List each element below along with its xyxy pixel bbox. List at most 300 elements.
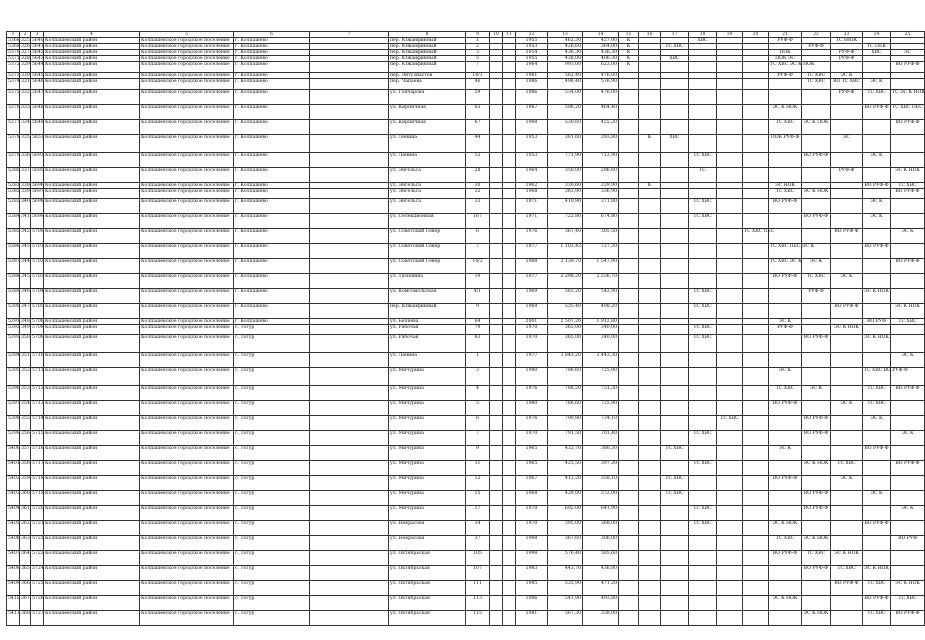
table-row [7,431,925,446]
table-cell: ТС НЮК [831,38,863,44]
table-cell [310,386,389,401]
table-cell [717,401,743,416]
table-cell: ВО РУФ-Ф [769,476,802,491]
table-cell: ул. Мичурина [389,401,466,416]
table-cell [619,325,639,335]
table-cell [661,353,689,368]
table-cell: 5727 [31,611,44,626]
table-cell [490,62,503,73]
table-cell: 428,00 [548,491,583,506]
table-cell: 371,80 [583,199,619,214]
table-cell: ул. Рабочая [389,335,466,353]
table-cell [743,189,769,199]
table-cell: ЭС К [891,353,925,368]
table-cell: Колпашевское городское поселение [140,551,234,566]
table-cell [863,120,891,135]
table-cell: Колпашевское городское поселение [140,401,234,416]
table-cell: 722,80 [548,214,583,229]
table-cell: 5645 [32,73,44,78]
table-cell [689,105,717,120]
table-row [7,446,925,461]
table-cell: 5696 [32,183,44,188]
table-cell [831,446,863,461]
table-cell [831,386,863,401]
table-cell: ЭС К [831,401,863,416]
table-cell [831,491,863,506]
table-cell: ВО РУФ-Ф [769,401,802,416]
column-number: 16 [639,32,661,38]
table-cell: пер. Южанфинный [389,38,466,44]
table-cell: 790,80 [548,416,583,431]
table-cell: 19 [466,274,490,289]
table-cell [743,446,769,461]
table-cell: ЭС К ПОК [802,120,831,135]
table-cell: ул. Советский Север [389,229,466,244]
table-cell [639,581,661,596]
table-cell: Колпашевское городское поселение [140,386,234,401]
table-cell: 692,00 [548,506,583,521]
table-row [7,120,925,135]
table-cell: 5393 [7,335,20,353]
table-cell: г. Колпашево [234,90,310,105]
table-cell [717,386,743,401]
table-cell: 327 [21,50,30,55]
table-cell: 67 [466,120,490,135]
table-cell: г. Колпашево [234,183,310,189]
table-cell: 1964 [516,62,548,73]
table-cell: ТС ХВС [661,491,689,506]
table-cell: 349 [20,325,31,335]
table-cell: 362 [20,521,31,536]
table-cell: г. Колпашево [234,105,310,120]
table-cell: Колпашевское городское поселение [140,244,234,259]
table-cell: 5391 [8,319,20,324]
table-cell: пер. Южанфинный [389,62,466,73]
table-cell [689,62,717,73]
table-cell: Колпашевский район [44,325,140,335]
table-cell [503,581,516,596]
table-cell: Колпашевский район [44,335,140,353]
table-cell: Колпашевское городское поселение [140,56,234,62]
table-cell: г. Колпашево [234,153,310,168]
table-cell [639,335,661,353]
table-row [7,153,925,168]
table-cell: 1998 [516,551,548,566]
table-cell [503,611,516,626]
table-cell: ВО РУФ-Ф [802,416,831,431]
table-cell [717,611,743,626]
table-cell: 83 [466,335,490,353]
table-cell [689,135,717,153]
table-cell [743,304,769,319]
table-cell: 1965 [516,461,548,476]
table-cell: ВО РУФ-Ф [891,62,925,73]
table-cell [639,611,661,626]
table-cell: 363,90 [548,189,583,199]
table-cell: 5371 [8,56,20,61]
table-cell [661,566,689,581]
table-cell: 5702 [31,259,44,274]
table-cell [619,551,639,566]
table-cell [689,476,717,491]
table-row [7,90,925,105]
table-cell: Колпашевский район [44,551,140,566]
table-cell [661,259,689,274]
table-cell [661,274,689,289]
table-cell [503,105,516,120]
table-cell [689,566,717,581]
table-cell: 1983 [516,566,548,581]
table-cell: ТС ХВС [863,611,891,626]
table-cell [743,153,769,168]
table-cell [639,189,661,199]
table-cell: ВО РУФ-Ф [864,183,889,188]
table-cell [503,62,516,73]
table-cell: РУФ-Ф [769,73,802,79]
column-number: 11 [503,32,516,38]
table-cell [891,416,925,431]
table-cell [769,416,802,431]
table-cell: 5407 [7,551,20,566]
table-cell: К [639,183,661,189]
table-cell: ТС ХВС ПЕС [743,229,769,244]
table-cell [490,244,503,259]
table-cell: 293,80 [583,135,619,153]
table-cell: 496,40 [548,79,583,90]
table-cell [743,611,769,626]
table-cell [619,304,639,319]
table-cell [503,199,516,214]
table-cell [743,244,769,259]
table-cell [802,229,831,244]
table-cell: 14/2 [466,259,490,274]
table-cell: 576,40 [548,551,583,566]
table-cell: 5703 [31,274,44,289]
table-cell: 325 [21,38,30,43]
table-cell: Колпашевский район [44,353,140,368]
table-cell: 5712 [31,386,44,401]
table-cell: 412,20 [548,476,583,491]
table-cell: 1986 [516,90,548,105]
table-cell: ЭС К НОК [802,611,831,626]
table-cell [490,153,503,168]
table-cell: 1977 [516,244,548,259]
column-number: 19 [717,32,743,38]
table-cell: ул. Ленина [389,353,466,368]
table-cell: 5375 [7,90,20,105]
table-cell [831,244,863,259]
table-cell: Колпашевское городское поселение [140,183,234,189]
table-cell [769,566,802,581]
table-cell: 1976 [516,229,548,244]
table-cell [743,199,769,214]
table-cell: с. Тогур [234,581,310,596]
table-cell: 1988 [516,536,548,551]
table-cell [310,120,389,135]
table-cell: 1980 [516,368,548,386]
table-cell: ТС ХВС [863,581,891,596]
table-cell: пер. Южанфинный [389,44,466,50]
column-number: 8 [389,32,466,38]
table-cell [490,446,503,461]
table-cell [490,368,503,386]
table-cell [661,229,689,244]
table-cell: 701,40 [583,431,619,446]
table-cell: 2 139,70 [548,259,583,274]
table-cell [891,79,925,90]
table-cell: ул. Некрасова [389,521,466,536]
table-cell [743,90,769,105]
table-cell [689,79,717,90]
table-cell [689,581,717,596]
table-cell: с. Тогур [234,521,310,536]
table-cell: ТС ХВС [689,304,717,319]
table-cell: ул. Энгельса [389,199,466,214]
table-cell: 5698 [31,199,44,214]
table-cell: 1953 [516,153,548,168]
table-cell [661,90,689,105]
table-cell: ТС ХВС ЭС К [769,259,802,274]
table-cell [490,189,503,199]
table-cell: 5385 [7,229,20,244]
table-cell [661,551,689,566]
table-cell: 5408 [7,566,20,581]
table-cell: 5649 [31,120,44,135]
table-cell: 5403 [7,491,20,506]
table-cell: ЭС К [891,229,925,244]
table-cell [802,105,831,120]
table-cell: 530,60 [548,120,583,135]
table-cell [717,214,743,229]
table-cell [639,476,661,491]
table-cell: 330 [21,73,30,78]
table-cell [831,259,863,274]
table-cell [661,386,689,401]
table-cell [891,274,925,289]
table-cell [891,401,925,416]
table-cell [503,229,516,244]
table-cell [717,274,743,289]
column-number: 10 [490,32,503,38]
table-cell: 360 [20,491,31,506]
table-cell: г. Колпашево [234,199,310,214]
table-cell: Колпашевское городское поселение [140,90,234,105]
table-cell [891,551,925,566]
table-cell [863,259,891,274]
table-cell [717,199,743,214]
table-cell: 2 507,26 [548,319,583,325]
table-row [7,325,925,335]
table-cell [310,90,389,105]
table-cell [310,62,389,73]
table-cell: 1969 [516,289,548,304]
table-cell [717,259,743,274]
table-cell: ул. Энгельса [389,183,466,189]
table-cell: К [619,38,639,44]
table-cell: ул. Ленина [389,153,466,168]
table-cell [891,199,925,214]
table-cell: ул. Октябрьская [389,581,466,596]
table-cell: Колпашевский район [44,214,140,229]
table-cell [891,244,925,259]
table-cell: 5701 [31,244,44,259]
table-cell [503,289,516,304]
table-cell [503,476,516,491]
table-cell: 1964 [516,168,548,183]
table-cell [717,476,743,491]
table-cell: 326 [21,44,30,49]
table-cell: пер. Южанфинный [389,304,466,319]
table-cell [831,214,863,229]
table-cell: ул. Мичурина [389,491,466,506]
table-cell: 5373 [8,73,20,78]
table-cell: 1 [466,38,490,44]
table-row [7,304,925,319]
table-cell: 5709 [31,335,44,353]
table-cell: 351 [20,353,31,368]
table-cell [717,90,743,105]
column-number: 18 [689,32,717,38]
table-cell: ТС ХВС [689,289,717,304]
table-cell: ул. Мичурина [389,506,466,521]
table-cell: ТС ХВС [689,461,717,476]
table-cell: г. Колпашево [234,168,310,183]
table-cell: 358,10 [583,476,619,491]
table-cell: 1955 [516,38,548,44]
table-cell [310,214,389,229]
column-number: 22 [802,32,831,38]
table-cell: 674,80 [583,214,619,229]
column-number: 12 [516,32,548,38]
table-cell: К [619,62,639,73]
table-cell [639,259,661,274]
table-cell: 5384 [7,214,20,229]
table-cell [743,491,769,506]
table-cell [639,386,661,401]
table-cell [891,214,925,229]
table-cell: Колпашевский район [44,56,140,62]
table-cell: 5716 [31,446,44,461]
table-cell [717,135,743,153]
table-cell [310,551,389,566]
table-cell: РУФ-Ф [802,289,831,304]
table-cell: 5646 [31,79,44,90]
table-row [7,461,925,476]
table-cell: ул. Энгельса [389,189,466,199]
table-cell: ЭС К [831,73,863,79]
table-cell: 596,20 [548,105,583,120]
table-cell [503,416,516,431]
table-cell [769,168,802,183]
table-cell: г. Колпашево [234,274,310,289]
table-cell: Колпашевский район [44,50,140,56]
table-cell: 347 [20,304,31,319]
table-cell: Колпашевское городское поселение [140,416,234,431]
table-cell: 1 [466,353,490,368]
table-cell: 357 [20,446,31,461]
table-cell [310,491,389,506]
table-cell: ЭС К [863,416,891,431]
table-cell: 541,90 [548,596,583,611]
table-cell: Колпашевское городское поселение [140,38,234,44]
table-cell: ЭС К [863,199,891,214]
table-cell: РУФ-Ф [802,44,831,50]
table-cell: Колпашевский район [44,62,140,73]
table-cell [802,199,831,214]
table-cell: ВО РУФ-Ф [863,244,891,259]
table-cell [503,536,516,551]
table-cell [717,79,743,90]
table-cell [831,105,863,120]
table-cell: г. Колпашево [234,214,310,229]
table-cell: Колпашевский район [44,183,140,189]
table-cell: с. Тогур [234,566,310,581]
table-cell [717,62,743,73]
table-cell [717,105,743,120]
table-cell [310,581,389,596]
table-cell: ул. Советский Север [389,259,466,274]
table-cell: ТС ХВС [802,73,831,79]
table-cell: 7 [466,62,490,73]
table-cell: 542,90 [583,289,619,304]
table-cell: г. Колпашево [234,229,310,244]
table-cell [639,274,661,289]
table-cell: ТС ЭС К НОК [891,90,925,105]
table-cell [802,476,831,491]
table-cell: ТС ХВС [689,325,717,335]
table-cell: Колпашевское городское поселение [140,44,234,50]
table-cell: 339 [20,189,31,199]
table-cell: 786,60 [548,401,583,416]
table-cell: пер. Южанфинный [389,50,466,56]
table-cell: 332 [20,90,31,105]
table-cell: ЭС К НОК [802,189,831,199]
table-cell [310,611,389,626]
table-cell: ПОК [769,50,802,56]
table-cell: ЭС К [802,386,831,401]
table-cell: 1967 [516,476,548,491]
column-number: 1 [7,32,20,38]
table-cell: с. Тогур [234,431,310,446]
table-cell: 1976 [516,416,548,431]
table-cell: ТС ХВС [891,319,925,325]
table-cell [639,289,661,304]
table-cell: 1953 [516,135,548,153]
table-cell: 64 [466,319,490,325]
table-cell [831,368,863,386]
table-cell: ТС ХВС ВО РУФ-Ф [863,368,891,386]
table-cell [802,581,831,596]
table-cell: 5381 [8,183,20,188]
table-cell: Колпашевское городское поселение [140,581,234,596]
table-cell: 115 [466,611,490,626]
table-cell [717,325,743,335]
table-cell: ЭС К [831,476,863,491]
table-cell: 1970 [516,521,548,536]
table-cell [619,214,639,229]
table-cell [802,135,831,153]
table-cell: 5390 [7,304,20,319]
table-cell [717,368,743,386]
table-cell [831,596,863,611]
table-cell: ВО РУФ-Ф [802,491,831,506]
table-cell [743,214,769,229]
table-cell [717,461,743,476]
table-cell: 305,50 [583,229,619,244]
table-cell: 340 [20,199,31,214]
table-cell [769,491,802,506]
table-cell [490,79,503,90]
